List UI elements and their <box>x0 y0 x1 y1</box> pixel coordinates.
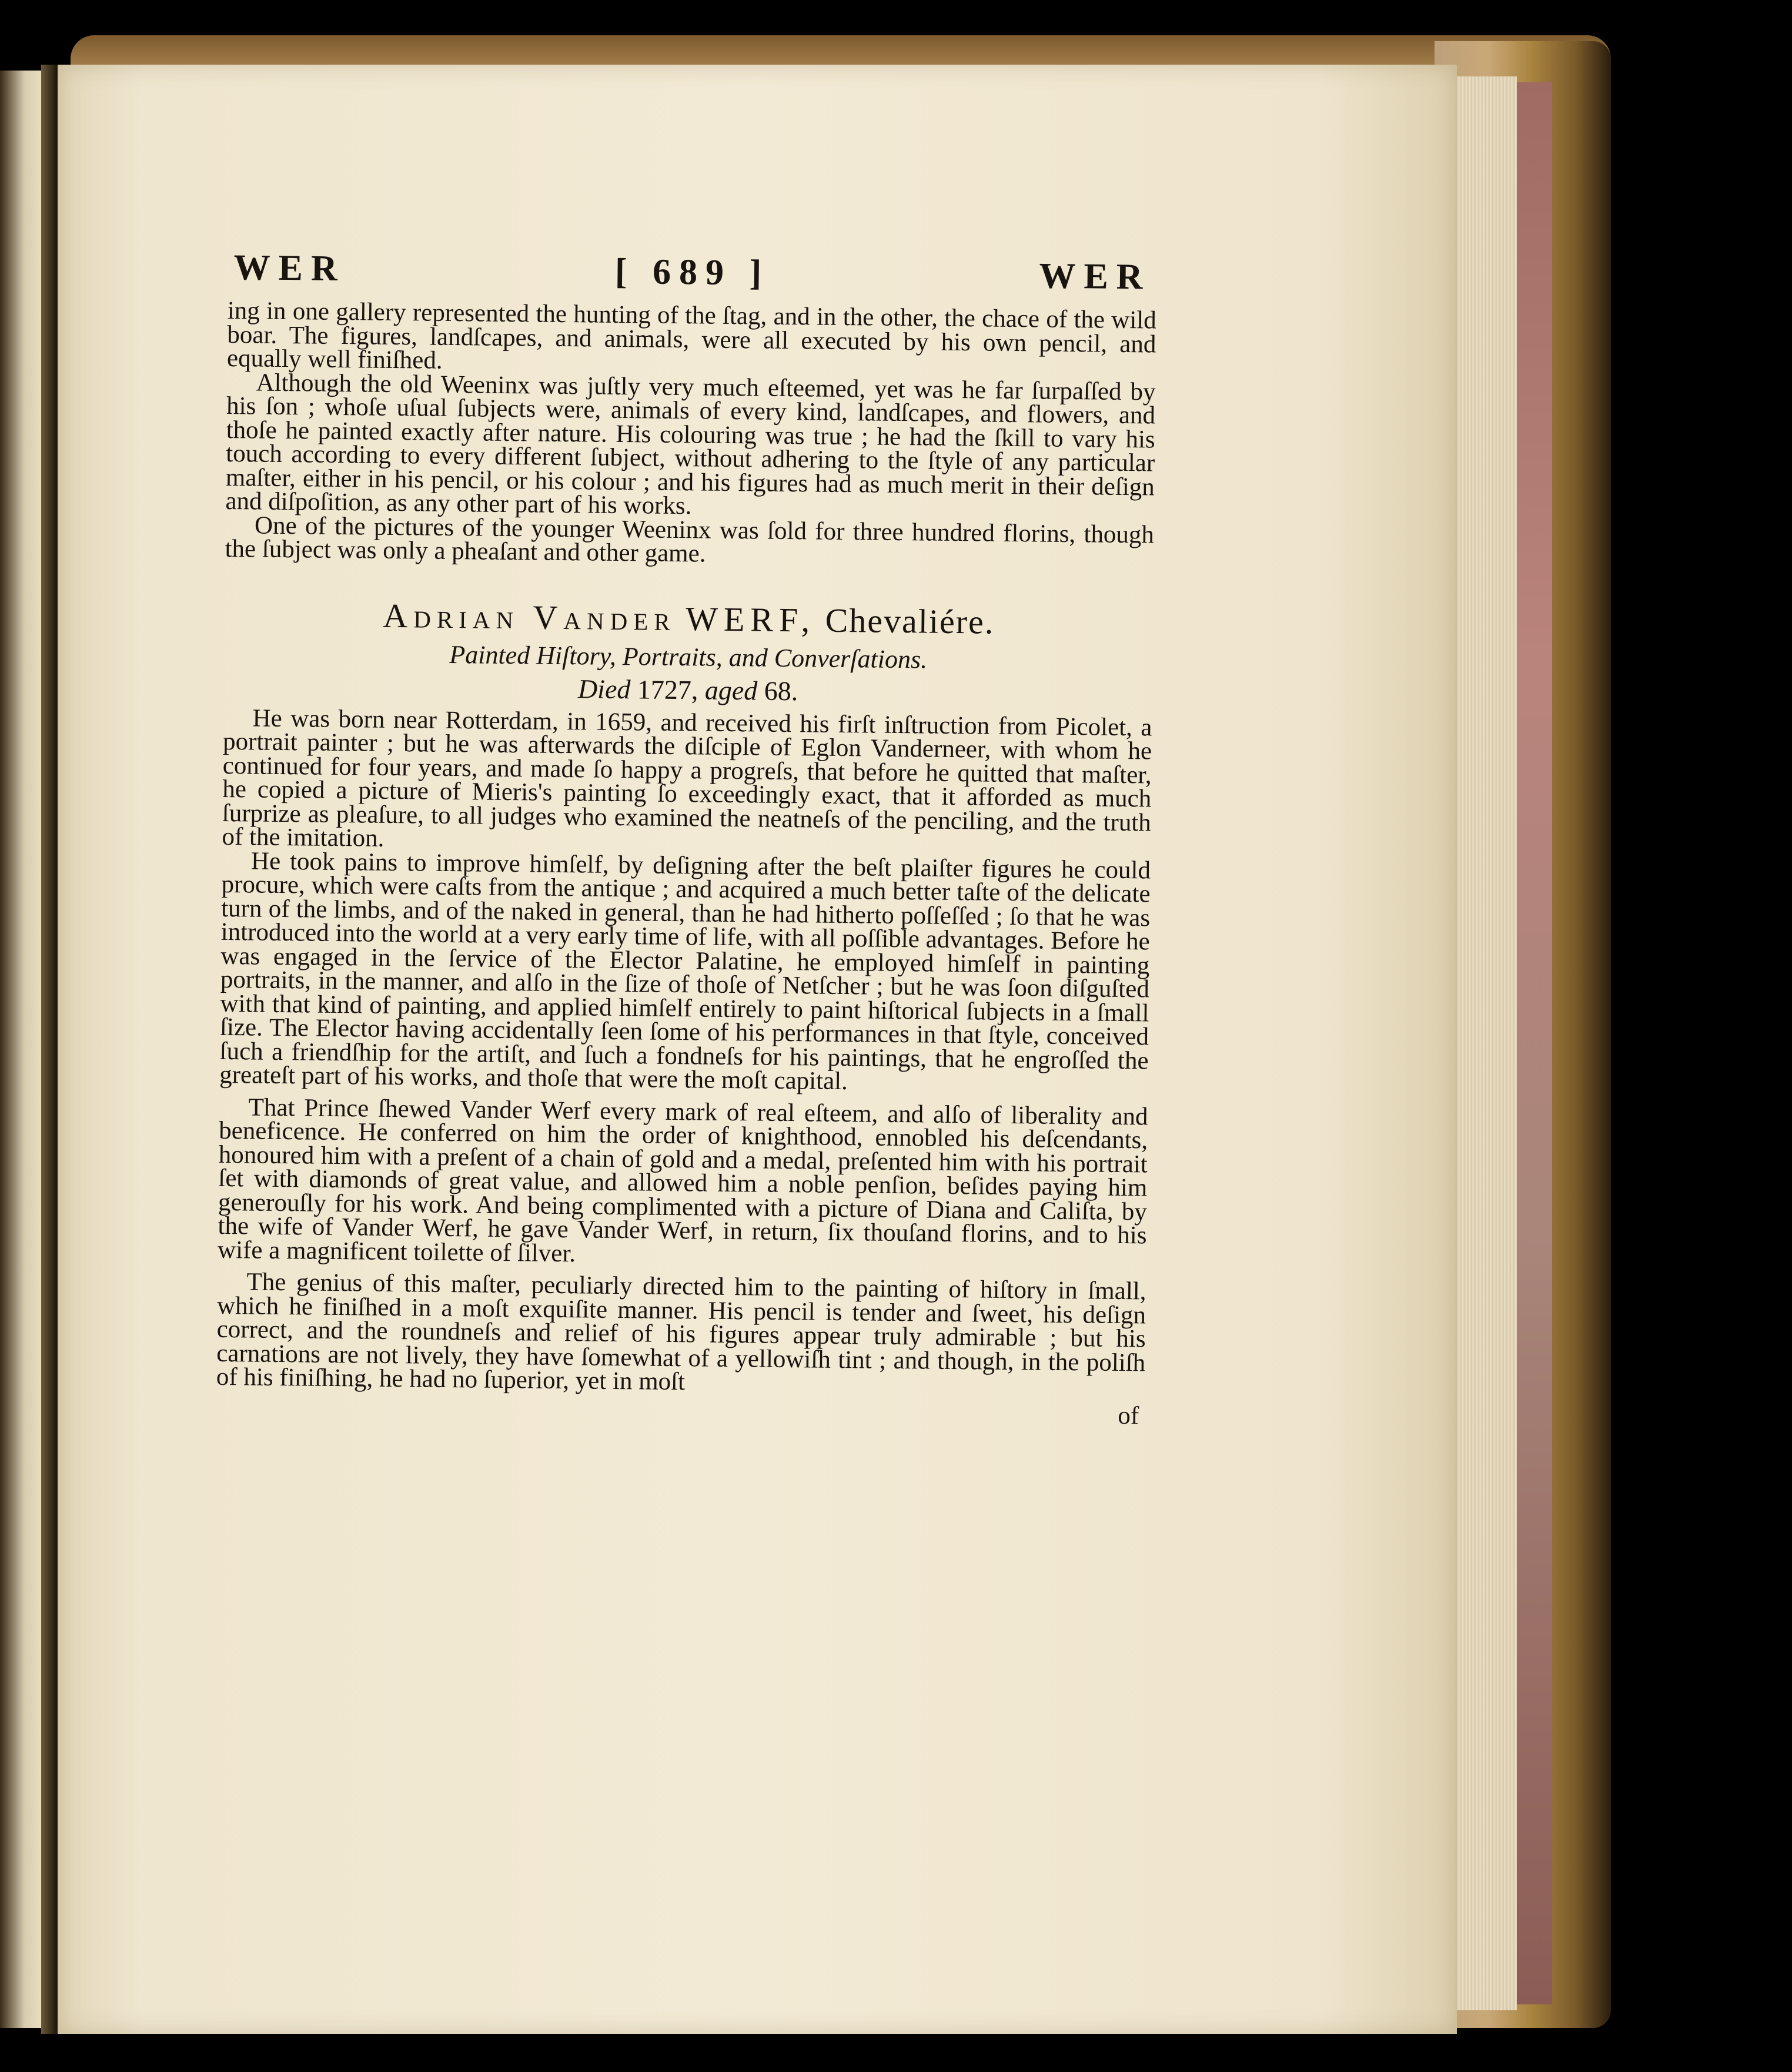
page-number: [ 689 ] <box>614 251 770 293</box>
header-right: WER <box>1039 256 1151 297</box>
sprinkled-page-edge <box>1517 82 1552 2004</box>
entry-title <box>224 594 1154 643</box>
entry-title-suffix: Chevaliére. <box>825 601 995 641</box>
paragraph: He took pains to improve himſelf, by deſigning after the beſt plaiſter figures he could procure, which were caſts from the antique ; and acquired a much better taſte of the delicate turn of the limbs, and of the naked in general, than he had hitherto poſſeſſed ; ſo that he was introduced into the world at a very early time of life, with all poſſible advantages. Before he was engaged in the ſervice of the Elector Palatine, he employed himſelf in painting portraits, in the manner, and alſo in the ſize of thoſe of Netſcher ; but he was ſoon diſguſted with that kind of painting, and applied himſelf entirely to paint hiſtorical ſubjects in a ſmall ſize. The Elector having accidentally ſeen ſome of his performances in that ſtyle, conceived ſuch a friendſhip for the artiſt, and ſuch a fondneſs for his paintings, that he engroſſed the greateſt part of his works, and thoſe that were the moſt capital. <box>219 846 1151 1096</box>
header-left: WER <box>233 247 346 289</box>
paragraph: One of the pictures of the younger Weeninx was ſold for three hundred florins, though the ſubject was only a pheaſant and other game. <box>225 511 1155 568</box>
aged-value: 68. <box>764 675 798 706</box>
paragraph: He was born near Rotterdam, in 1659, and received his firſt inſtruction from Picolet, a portrait painter ; but he was afterwards the diſciple of Eglon Vanderneer, with whom he continued for four years, and made ſo happy a progreſs, that before he quitted that maſter, he copied a picture of Mieris's painting ſo exceedingly exact, that it afforded as much ſurprize as pleaſure, to all judges who examined the neatneſs of the penciling, and the truth of the imitation. <box>222 704 1152 852</box>
page-edges <box>1452 76 1517 2010</box>
died-year: 1727, <box>637 674 698 705</box>
paragraph: ing in one gallery represented the hunting of the ſtag, and in the other, the chace of the wild boar. The figures, landſcapes, and animals, were all executed by his own pencil, and equally well finiſhed. <box>226 296 1157 374</box>
paragraph: The genius of this maſter, peculiarly directed him to the painting of hiſtory in ſmall, which he finiſhed in a moſt exquiſite manner. His pencil is tender and ſweet, his deſign correct, and the roundneſs and relief of his figures appear truly admirable ; but his carnations are not lively, they have ſomewhat of a yellowiſh tint ; and though, in the poliſh of his finiſhing, he had no ſuperior, yet in moſt <box>216 1268 1146 1396</box>
entry-name-first: Adrian Vander <box>383 596 677 638</box>
catchword: of <box>1118 1401 1139 1430</box>
paragraph: That Prince ſhewed Vander Werf every mark of real eſteem, and alſo of liberality and beneficence. He conferred on him the order of knighthood, ennobled his deſcendants, honoured him with a preſent of a chain of gold and a medal, preſented him with his portrait ſet with diamonds of great value, and allowed him a noble penſion, beſides paying him generouſly for his work. And being complimented with a picture of Diana and Caliſta, by the wife of Vander Werf, he gave Vander Werf, in return, ſix thouſand florins, and to his wife a magnificent toilette of ſilver. <box>217 1093 1148 1267</box>
died-label: Died <box>577 673 631 704</box>
page-text <box>216 247 1157 1430</box>
paragraph: Although the old Weeninx was juſtly very much eſteemed, yet was he far ſurpaſſed by his ſon ; whoſe uſual ſubjects were, animals of every kind, landſcapes, and flowers, and thoſe he painted exactly after nature. His colouring was true ; he had the ſkill to vary his touch according to every different ſubject, without adhering to the ſtyle of any particular maſter, either in his pencil, or his colour ; and his figures had as much merit in their deſign and diſpoſition, as any other part of his works. <box>225 369 1156 520</box>
entry-death-line <box>223 669 1152 710</box>
entry-subtitle: Painted Hiſtory, Portraits, and Converſations. <box>449 640 928 674</box>
entry-name-last: WERF, <box>685 599 816 639</box>
book-gutter <box>41 65 58 2034</box>
running-header <box>228 247 1157 299</box>
facing-page-sliver <box>0 71 41 2028</box>
aged-label: aged <box>704 675 758 705</box>
